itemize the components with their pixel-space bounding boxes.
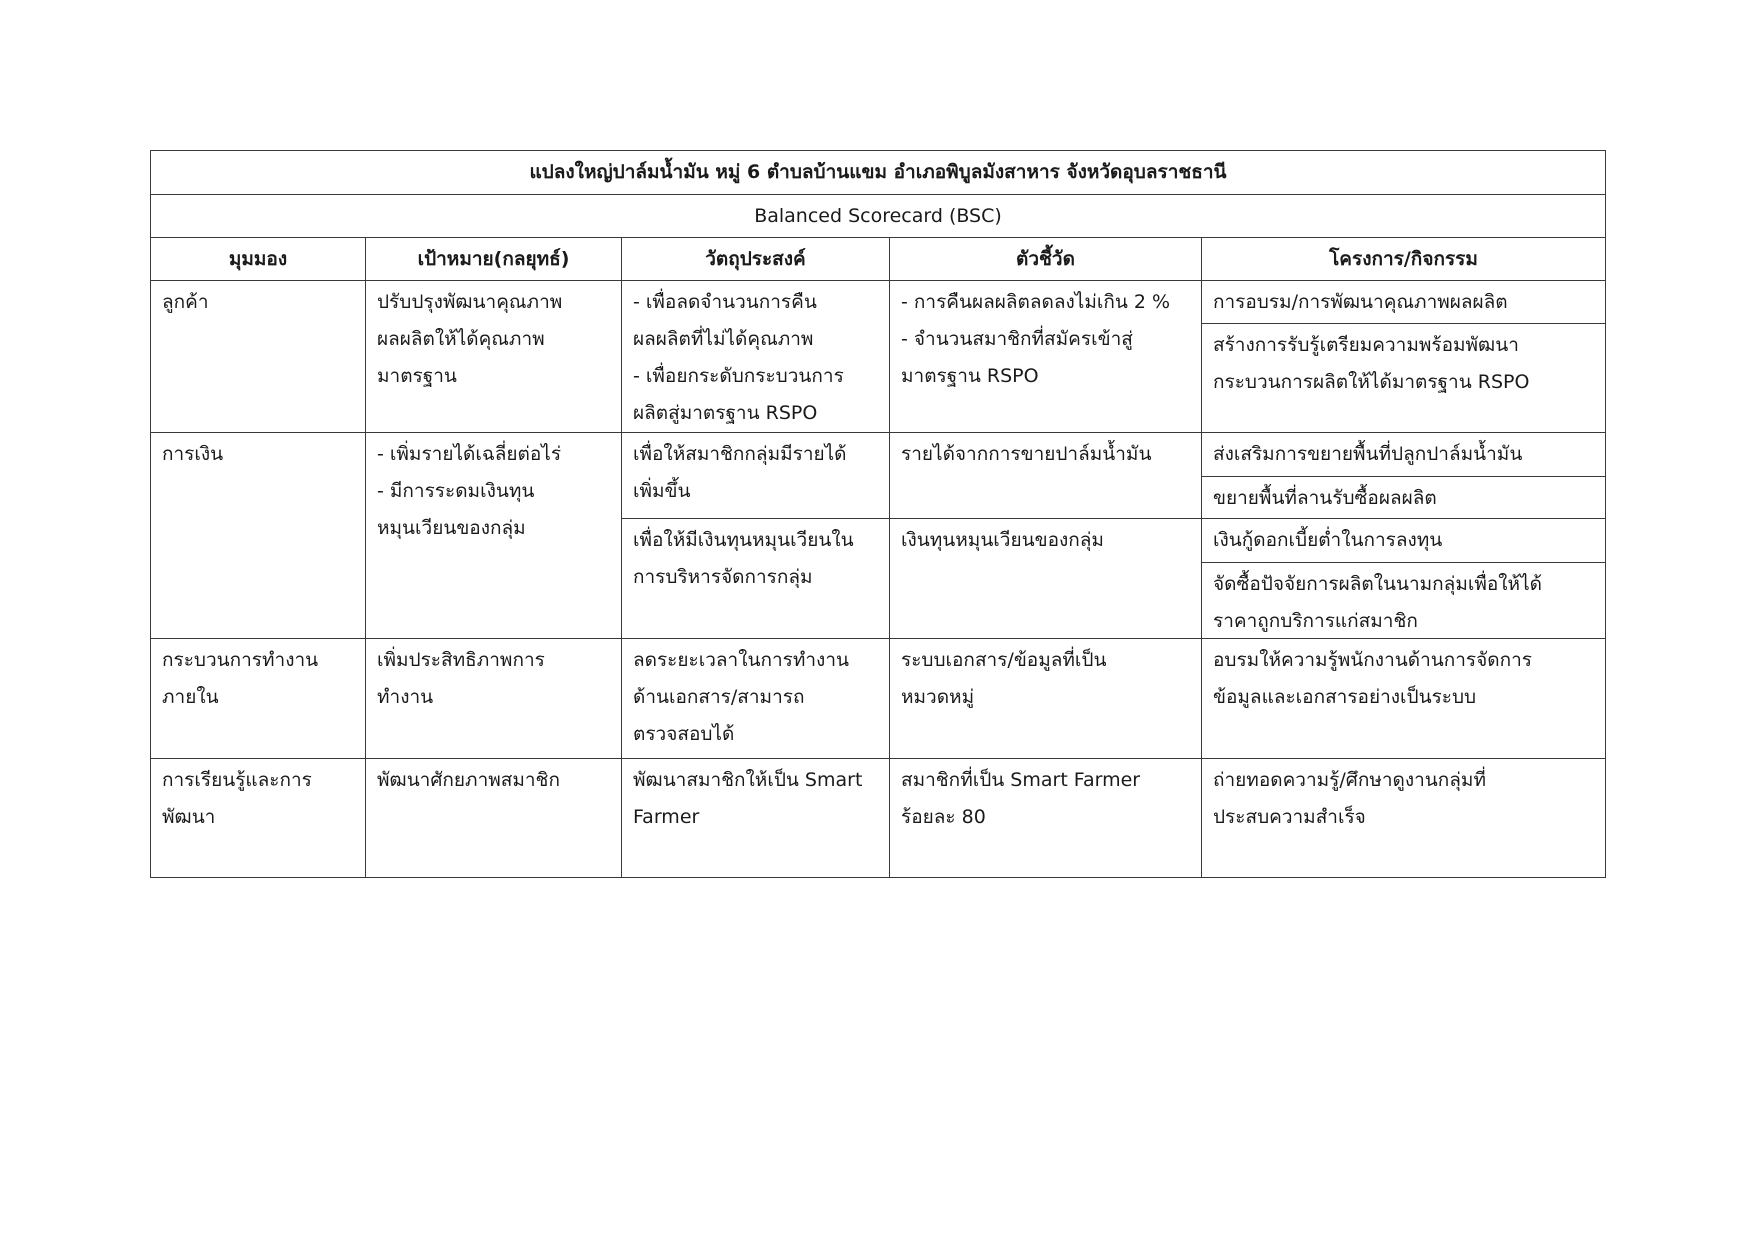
perspective-cell: การเงิน (150, 432, 365, 638)
project-cell: เงินกู้ดอกเบี้ยต่ำในการลงทุน (1201, 518, 1605, 562)
header-goal: เป้าหมาย(กลยุทธ์) (365, 237, 621, 280)
objective-cell: พัฒนาสมาชิกให้เป็น Smart Farmer (621, 758, 889, 877)
goal-cell: เพิ่มประสิทธิภาพการ ทำงาน (365, 638, 621, 758)
indicator-cell: เงินทุนหมุนเวียนของกลุ่ม (889, 518, 1201, 638)
project-cell: สร้างการรับรู้เตรียมความพร้อมพัฒนา กระบวนการผลิตให้ได้มาตรฐาน RSPO (1201, 323, 1605, 432)
table-subtitle: Balanced Scorecard (BSC) (150, 194, 1605, 237)
objective-cell: เพื่อให้สมาชิกกลุ่มมีรายได้ เพิ่มขึ้น (621, 432, 889, 518)
indicator-cell: รายได้จากการขายปาล์มน้ำมัน (889, 432, 1201, 518)
header-objective: วัตถุประสงค์ (621, 237, 889, 280)
perspective-cell: กระบวนการทำงาน ภายใน (150, 638, 365, 758)
header-project: โครงการ/กิจกรรม (1201, 237, 1605, 280)
header-indicator: ตัวชี้วัด (889, 237, 1201, 280)
project-cell: จัดซื้อปัจจัยการผลิตในนามกลุ่มเพื่อให้ได้ ราคาถูกบริการแก่สมาชิก (1201, 562, 1605, 638)
header-perspective: มุมมอง (150, 237, 365, 280)
project-cell: การอบรม/การพัฒนาคุณภาพผลผลิต (1201, 280, 1605, 323)
bsc-table (150, 150, 1606, 878)
indicator-cell: - การคืนผลผลิตลดลงไม่เกิน 2 % - จำนวนสมาชิกที่สมัครเข้าสู่ มาตรฐาน RSPO (889, 280, 1201, 432)
project-cell: ถ่ายทอดความรู้/ศึกษาดูงานกลุ่มที่ ประสบความสำเร็จ (1201, 758, 1605, 877)
project-cell: ส่งเสริมการขยายพื้นที่ปลูกปาล์มน้ำมัน (1201, 432, 1605, 476)
perspective-cell: การเรียนรู้และการ พัฒนา (150, 758, 365, 877)
indicator-cell: ระบบเอกสาร/ข้อมูลที่เป็น หมวดหมู่ (889, 638, 1201, 758)
perspective-cell: ลูกค้า (150, 280, 365, 432)
indicator-cell: สมาชิกที่เป็น Smart Farmer ร้อยละ 80 (889, 758, 1201, 877)
project-cell: ขยายพื้นที่ลานรับซื้อผลผลิต (1201, 476, 1605, 518)
table-title: แปลงใหญ่ปาล์มน้ำมัน หมู่ 6 ตำบลบ้านแขม อำเภอพิบูลมังสาหาร จังหวัดอุบลราชธานี (150, 150, 1605, 194)
goal-cell: - เพิ่มรายได้เฉลี่ยต่อไร่ - มีการระดมเงินทุน หมุนเวียนของกลุ่ม (365, 432, 621, 638)
goal-cell: ปรับปรุงพัฒนาคุณภาพ ผลผลิตให้ได้คุณภาพ มาตรฐาน (365, 280, 621, 432)
objective-cell: ลดระยะเวลาในการทำงาน ด้านเอกสาร/สามารถ ตรวจสอบได้ (621, 638, 889, 758)
project-cell: อบรมให้ความรู้พนักงานด้านการจัดการ ข้อมูลและเอกสารอย่างเป็นระบบ (1201, 638, 1605, 758)
objective-cell: เพื่อให้มีเงินทุนหมุนเวียนใน การบริหารจัดการกลุ่ม (621, 518, 889, 638)
goal-cell: พัฒนาศักยภาพสมาชิก (365, 758, 621, 877)
objective-cell: - เพื่อลดจำนวนการคืน ผลผลิตที่ไม่ได้คุณภาพ - เพื่อยกระดับกระบวนการ ผลิตสู่มาตรฐาน RSPO (621, 280, 889, 432)
